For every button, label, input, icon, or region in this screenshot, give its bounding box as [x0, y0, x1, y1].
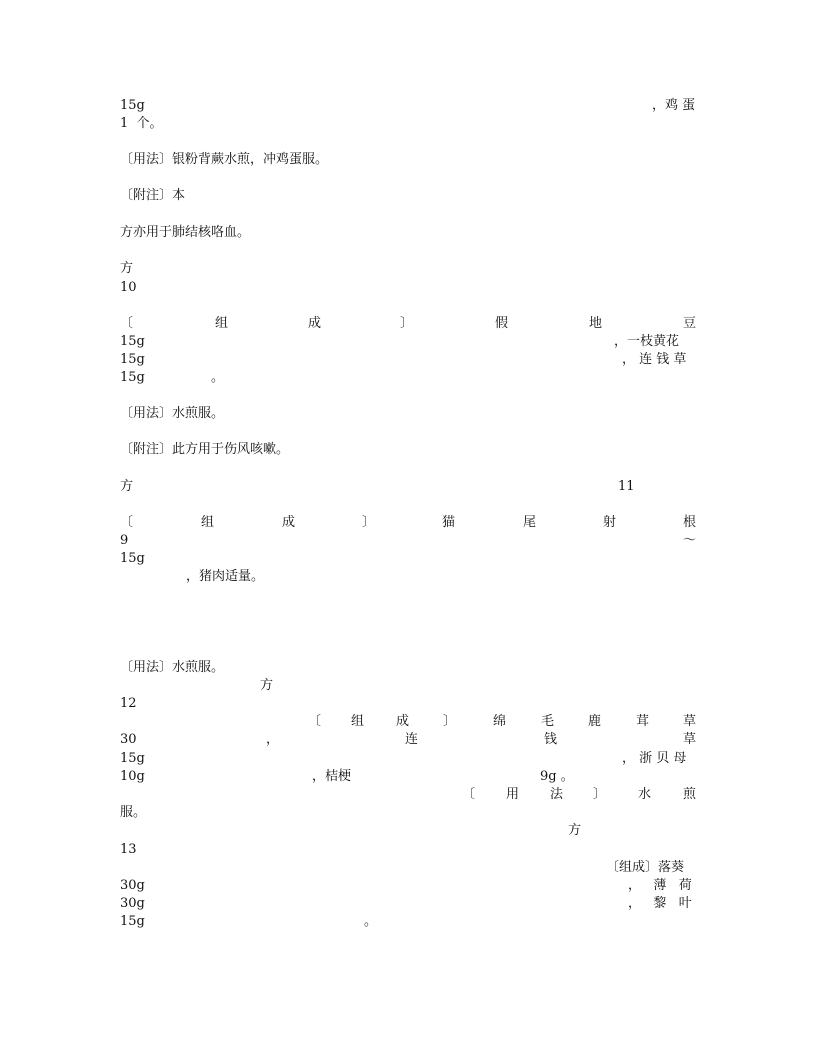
text-line: 成: [396, 714, 410, 729]
text-line: 服。: [120, 805, 147, 820]
text-line: ， 黎 叶: [628, 896, 692, 911]
text-line: 〔: [120, 316, 134, 331]
text-line: 15g: [120, 334, 145, 349]
text-line: 10g: [120, 769, 145, 784]
text-line: ，一枝黄花: [614, 334, 680, 349]
text-line: 〔用法〕水煎服。: [120, 406, 225, 421]
text-line: 组: [351, 714, 365, 729]
text-line: 10: [120, 280, 137, 295]
text-line: ， 连 钱 草: [622, 352, 687, 367]
text-line: 11: [618, 479, 635, 494]
text-line: 15g: [120, 551, 145, 566]
text-line: 1 个。: [120, 116, 163, 131]
text-line: 〔用法〕银粉背蕨水煎，冲鸡蛋服。: [120, 152, 329, 167]
text-line: 尾: [523, 515, 537, 530]
text-line: 方: [260, 678, 274, 693]
text-line: 成: [308, 316, 322, 331]
text-line: 绵: [493, 714, 507, 729]
text-line: ， 浙 贝 母: [622, 751, 687, 766]
text-line: ， 薄 荷: [628, 878, 692, 893]
text-line: ，猪肉适量。: [186, 569, 265, 584]
text-line: 9: [120, 533, 129, 548]
text-line: 地: [589, 316, 603, 331]
text-line: ～: [683, 533, 697, 548]
text-line: 成: [282, 515, 296, 530]
text-line: 。: [364, 914, 378, 929]
text-line: 组: [201, 515, 215, 530]
text-line: 〕: [362, 515, 376, 530]
text-line: 〔: [308, 714, 322, 729]
text-line: 9g 。: [540, 769, 574, 784]
text-line: ，鸡 蛋: [652, 98, 696, 113]
text-line: 煎: [683, 787, 697, 802]
text-line: 草: [683, 732, 697, 747]
text-line: 〔组成〕落葵: [606, 860, 685, 875]
text-line: 30: [120, 732, 137, 747]
text-line: 15g: [120, 352, 145, 367]
text-line: 方: [568, 823, 582, 838]
text-line: 猫: [442, 515, 456, 530]
text-line: 组: [215, 316, 229, 331]
text-line: 〕: [443, 714, 457, 729]
text-line: 方: [120, 261, 134, 276]
text-line: 〔附注〕此方用于伤风咳嗽。: [120, 442, 290, 457]
text-line: 〕: [400, 316, 414, 331]
text-line: 豆: [683, 316, 697, 331]
text-line: 13: [120, 842, 137, 857]
text-line: 。: [211, 370, 225, 385]
text-line: 〕: [593, 787, 607, 802]
text-line: 法: [550, 787, 564, 802]
text-line: 〔: [120, 515, 134, 530]
text-line: 〔: [462, 787, 476, 802]
text-line: 用: [506, 787, 520, 802]
text-line: 根: [683, 515, 697, 530]
text-line: 假: [495, 316, 509, 331]
text-line: 鹿: [588, 714, 602, 729]
text-line: 15g: [120, 98, 145, 113]
text-line: 水: [638, 787, 652, 802]
text-line: 方: [120, 479, 134, 494]
text-line: 茸: [636, 714, 650, 729]
text-line: 15g: [120, 370, 145, 385]
text-line: 30g: [120, 896, 145, 911]
text-line: 〔用法〕水煎服。: [120, 660, 225, 675]
text-line: 毛: [541, 714, 555, 729]
text-line: 〔附注〕本: [120, 188, 186, 203]
text-line: 射: [603, 515, 617, 530]
text-line: ，桔梗: [312, 769, 352, 784]
text-line: 方亦用于肺结核咯血。: [120, 225, 251, 240]
text-line: 12: [120, 696, 137, 711]
text-line: 钱: [544, 732, 558, 747]
text-line: ，: [266, 732, 280, 747]
text-line: 草: [683, 714, 697, 729]
text-line: 15g: [120, 914, 145, 929]
text-line: 15g: [120, 751, 145, 766]
text-line: 连: [405, 732, 419, 747]
text-line: 30g: [120, 878, 145, 893]
